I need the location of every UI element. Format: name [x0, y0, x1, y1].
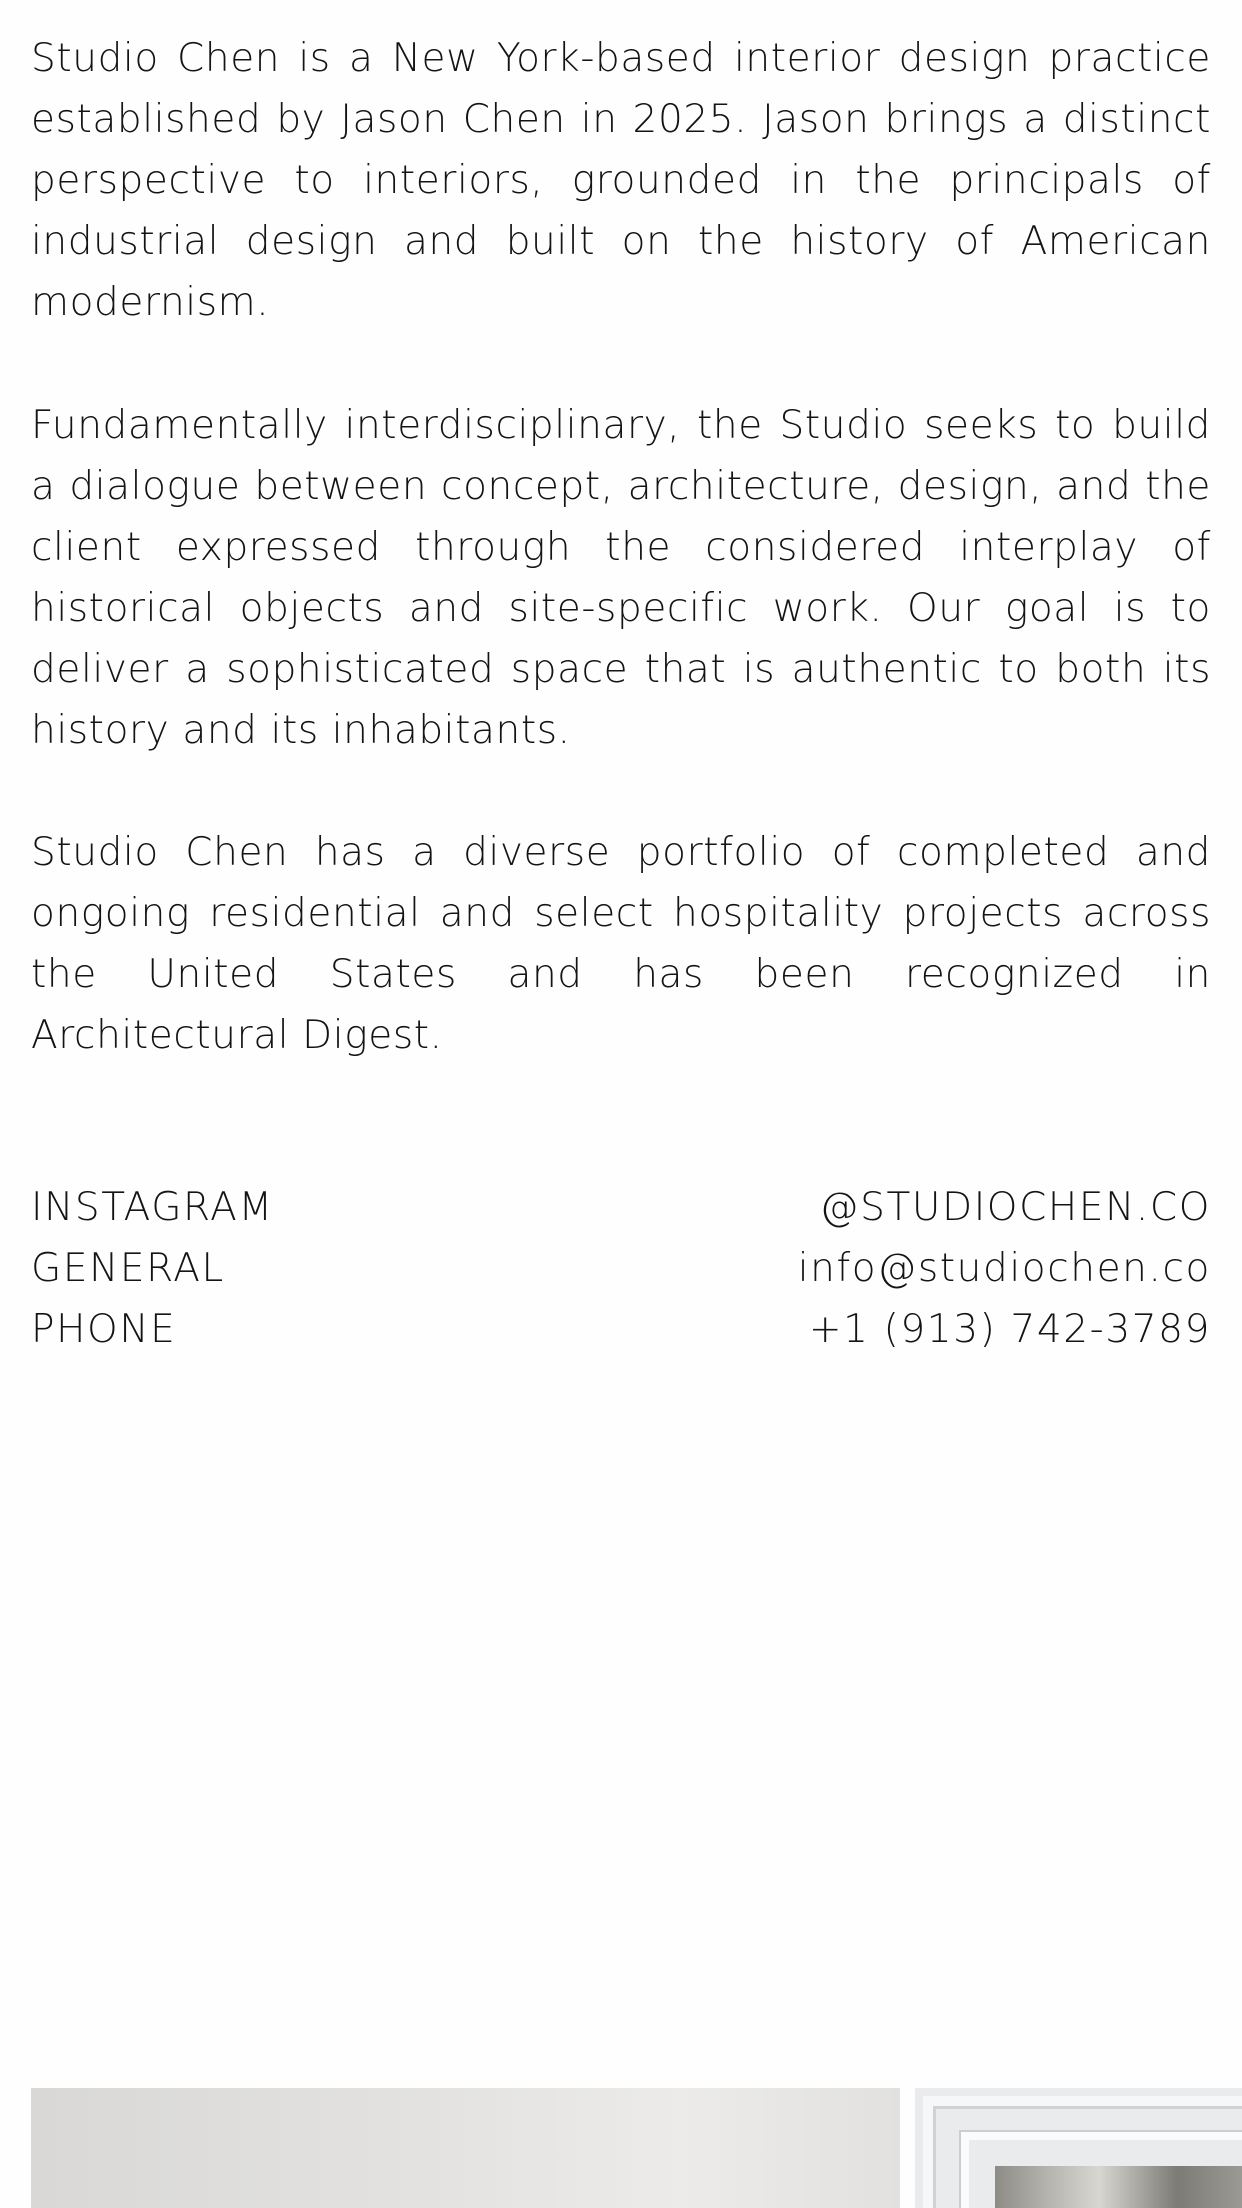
about-paragraph-2: Fundamentally interdisciplinary, the Studio seeks to build a dialogue between concept, architecture, design, and the client expressed through the considered interplay of historical objects and site-specific work. Our goal is to deliver a sophisticated space that is authentic to both its history and its inhabitants. — [31, 403, 1211, 753]
contact-row-instagram — [31, 1185, 1211, 1246]
gallery-photo-1[interactable] — [31, 2088, 900, 2208]
general-label: GENERAL — [31, 1246, 225, 1291]
contact-row-general — [31, 1246, 1211, 1307]
instagram-label: INSTAGRAM — [31, 1185, 274, 1230]
gallery-photo-2[interactable] — [915, 2088, 1242, 2208]
phone-label: PHONE — [31, 1307, 177, 1352]
phone-link[interactable]: +1 (913) 742-3789 — [808, 1307, 1211, 1352]
email-link[interactable]: info@studiochen.co — [797, 1246, 1211, 1291]
project-gallery — [31, 2088, 1242, 2208]
contact-row-phone — [31, 1307, 1211, 1368]
about-paragraph-1: Studio Chen is a New York-based interior design practice established by Jason Chen in 2025. Jason brings a distinct perspective to interiors, grounded in the principals of industrial design and built on the history of American modernism. — [31, 36, 1211, 325]
mirror-reflection — [995, 2166, 1242, 2208]
about-paragraph-3: Studio Chen has a diverse portfolio of completed and ongoing residential and select hospitality projects across the United States and has been recognized in Architectural Digest. — [31, 830, 1211, 1058]
instagram-link[interactable]: @STUDIOCHEN.CO — [819, 1185, 1211, 1230]
contact-list — [31, 1185, 1211, 1368]
